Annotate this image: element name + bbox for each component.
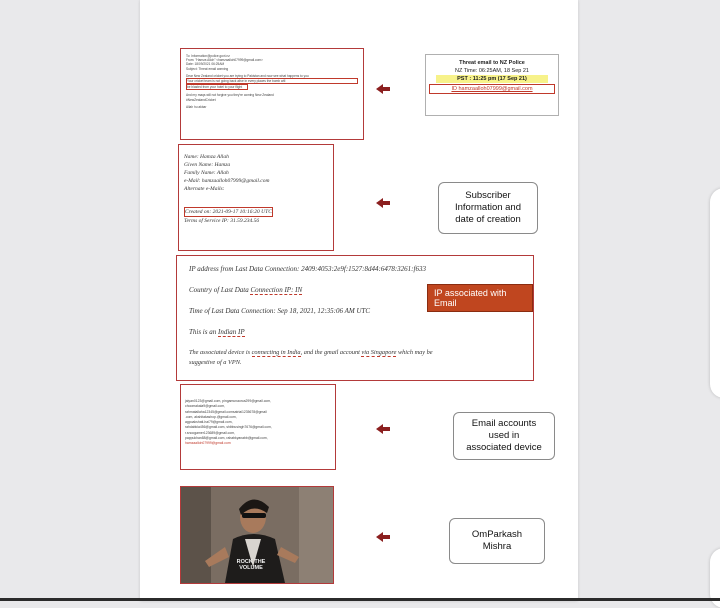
ip-time-line: Time of Last Data Connection: Sep 18, 2021, 12:35:06 AM UTC — [189, 307, 371, 315]
suspect-photo — [180, 486, 334, 584]
email-body-line: Your cricket team is not going back alive in every places the bomb will — [186, 78, 358, 84]
left-arrow-icon — [376, 84, 390, 94]
threat-note-id: ID hamzaalloh07999@gmail.com — [429, 84, 555, 94]
subscriber-line: Given Name: Hamza — [184, 162, 231, 168]
photo-caption: ROCK THE VOLUME — [236, 559, 266, 571]
email-header-line: Subject: Threat email warning — [186, 66, 229, 71]
accounts-label-line: associated device — [466, 442, 542, 453]
account-line: agpoakshati-hai79@gmail.com, — [185, 420, 233, 425]
person-label-box — [449, 518, 545, 564]
ip-device-text: , and the gmail account — [300, 349, 362, 356]
ip-device-highlight: connecting in India — [251, 349, 301, 356]
document-page[interactable] — [140, 0, 578, 601]
ip-singapore-highlight: via Singapore — [361, 349, 397, 356]
account-line: .com, akshitakashop.@gmail.com, — [185, 414, 237, 419]
accounts-label-line: Email accounts — [471, 418, 537, 429]
subscriber-label-line: Subscriber — [465, 190, 511, 201]
ip-country-text: Country of Last Data — [189, 286, 251, 294]
subscriber-line: Terms of Service IP: 31.59.234.56 — [184, 218, 260, 224]
email-header-line: Date: 18/09/2021 06:25AM — [186, 62, 225, 67]
person-label-line: OmParkash — [471, 529, 523, 540]
ip-device-text: The associated device is — [189, 349, 252, 356]
ip-indian-line — [189, 327, 529, 337]
threat-note-box — [425, 54, 559, 116]
threat-note-title: Threat email to NZ Police — [459, 60, 525, 66]
subscriber-line: Alternate e-Mails: — [184, 186, 225, 192]
email-body-line: Allah hu akbar — [186, 104, 207, 109]
subscriber-label-line: Information and — [454, 202, 521, 213]
ip-indian-highlight: Indian IP — [217, 328, 245, 336]
subscriber-line: Name: Hamza Allah — [184, 154, 229, 160]
subscriber-line: Family Name: Allah — [184, 170, 229, 176]
account-line: choomakala9@gmail.com, — [185, 404, 226, 409]
email-body-line: be blasted from your hotel to your flight — [186, 84, 248, 90]
email-header-line: From: "Hamza Alloh" <hamzaalloh07999@gmail.com> — [186, 58, 263, 63]
left-arrow-icon — [376, 532, 390, 542]
subscriber-label-line: date of creation — [455, 214, 521, 225]
subscriber-label-box — [438, 182, 538, 234]
account-line: rahdabkla456@gmail.com, shibbusingh7676@gmail.com, — [185, 425, 272, 430]
threat-note-nz-time: NZ Time: 06:25AM, 18 Sep 21 — [455, 68, 529, 74]
ip-info-box — [176, 255, 534, 381]
person-label-line: Mishra — [482, 541, 512, 552]
threat-email-screenshot — [180, 48, 364, 140]
email-accounts-screenshot — [180, 384, 336, 470]
threat-note-pst: PST : 11:25 pm (17 Sep 21) — [436, 75, 548, 83]
accounts-label-box — [453, 412, 555, 460]
subscriber-info-screenshot — [178, 144, 334, 251]
account-line: hamzaalloh07999@gmail.com — [185, 441, 231, 446]
ip-vpn-line: suggestive of a VPN. — [189, 359, 242, 366]
ip-country-highlight: Connection IP: IN — [250, 286, 303, 294]
ip-device-line — [189, 348, 529, 358]
email-body-line: Dear New Zealand cricket you are trying to Pakistan and now see what happens to you — [186, 73, 309, 78]
subscriber-created-line: Created on: 2021-09-17 10:16:20 UTC — [185, 209, 272, 215]
email-header-line: To: Information@police.govt.nz — [186, 54, 230, 58]
ip-indian-text: This is an — [189, 328, 218, 336]
email-body-line: And my maqs will not forgive you they're coming New Zealand — [186, 93, 274, 98]
ip-device-text: which may be — [396, 349, 433, 356]
left-arrow-icon — [376, 198, 390, 208]
subscriber-line: e-Mail: hamzaalloh07999@gmail.com — [184, 178, 270, 184]
side-card-top[interactable] — [710, 188, 720, 398]
account-line: jaiyan0123@gmail.com, pingamunaorca299@gmail.com, — [185, 399, 272, 403]
account-line: r.snoogamer123689@gmail.com, — [185, 430, 235, 435]
left-arrow-icon — [376, 424, 390, 434]
email-body-line: #NewZealandCricket — [186, 97, 216, 102]
account-line: rahmatallaha12345@gmail.comsatriai1235678@gmail — [185, 409, 267, 414]
ip-associated-chip: IP associated with Email — [427, 284, 533, 312]
ip-address-line: IP address from Last Data Connection: 2409:4053:2e9f:1527:8d44:6478:3261:f633 — [189, 265, 426, 273]
account-line: pappukhan88@gmail.com, rahabkyanabb@gmail.com, — [185, 436, 268, 441]
accounts-label-line: used in — [488, 430, 520, 441]
